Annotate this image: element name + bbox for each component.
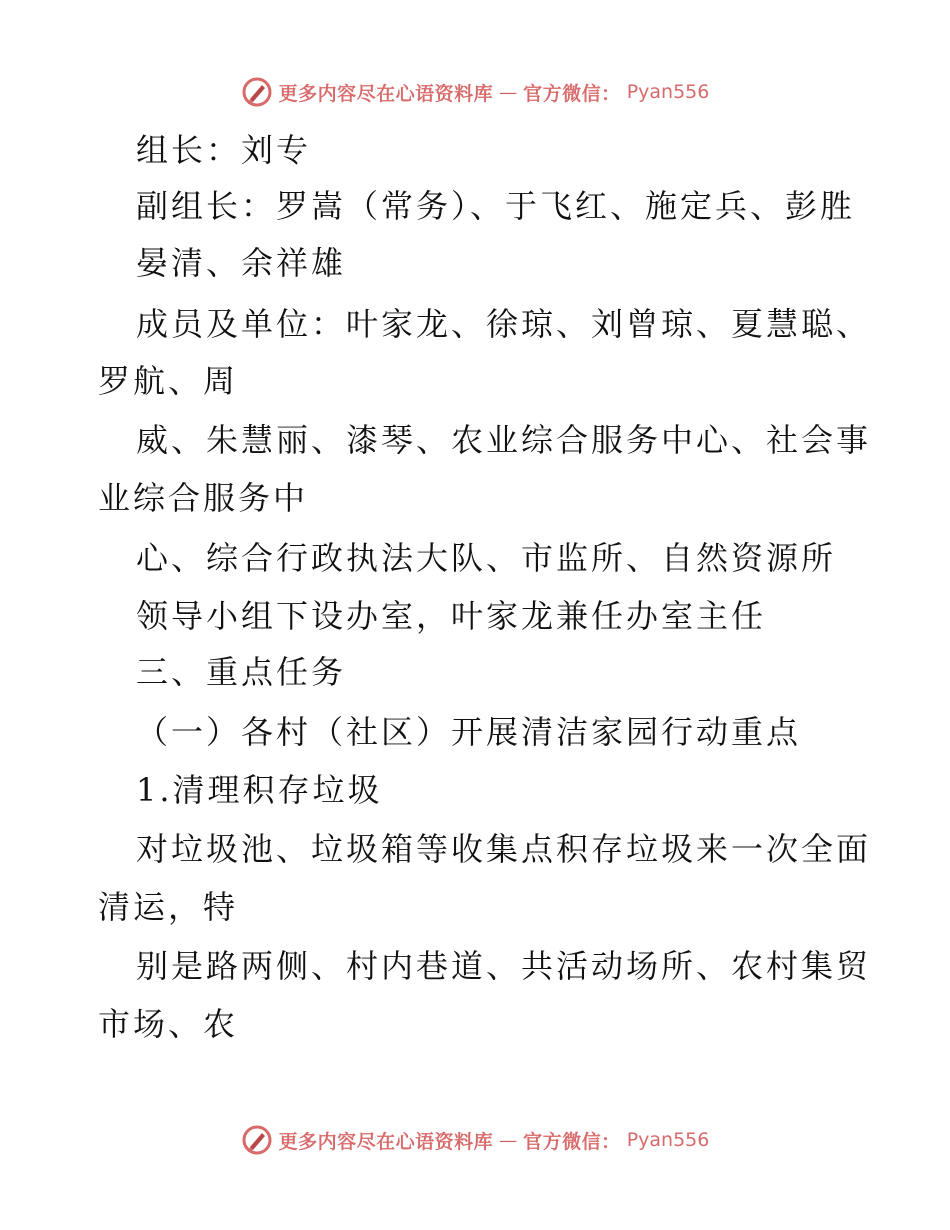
pen-circle-logo-icon <box>241 76 273 108</box>
subsection-heading: （一）各村（社区）开展清洁家园行动重点 <box>136 713 802 751</box>
watermark-contact-label: 官方微信： <box>523 82 621 105</box>
watermark-contact-value: Pyan556 <box>626 81 710 103</box>
text-line: 晏清、余祥雄 <box>136 244 347 282</box>
watermark-footer <box>0 1120 950 1160</box>
text-line: 副组长：罗嵩（常务）、于飞红、施定兵、彭胜 <box>136 187 856 225</box>
watermark-contact-label: 官方微信： <box>523 1130 621 1153</box>
pen-circle-logo-icon <box>241 1124 273 1156</box>
watermark-main-text: 更多内容尽在心语资料库 <box>278 82 494 105</box>
text-line: 别是路两侧、村内巷道、共活动场所、农村集贸 <box>136 947 872 985</box>
watermark-separator: — <box>499 81 518 103</box>
watermark-main-text: 更多内容尽在心语资料库 <box>278 1130 494 1153</box>
text-line: 心、综合行政执法大队、市监所、自然资源所 <box>136 539 837 577</box>
text-line: 罗航、周 <box>98 362 239 400</box>
text-line: 业综合服务中 <box>98 479 309 517</box>
text-line: 对垃圾池、垃圾箱等收集点积存垃圾来一次全面 <box>136 830 872 868</box>
text-line: 组长：刘专 <box>136 131 312 169</box>
text-line: 市场、农 <box>98 1005 239 1043</box>
text-line: 领导小组下设办室，叶家龙兼任办室主任 <box>136 597 767 635</box>
item-heading: 1.清理积存垃圾 <box>136 771 383 809</box>
watermark-contact-value: Pyan556 <box>626 1129 710 1151</box>
watermark-header <box>0 72 950 112</box>
text-line: 清运，特 <box>98 888 239 926</box>
text-line: 威、朱慧丽、漆琴、农业综合服务中心、社会事 <box>136 421 872 459</box>
text-line: 成员及单位：叶家龙、徐琼、刘曾琼、夏慧聪、 <box>136 305 872 343</box>
watermark-separator: — <box>499 1129 518 1151</box>
section-heading: 三、重点任务 <box>136 653 347 691</box>
